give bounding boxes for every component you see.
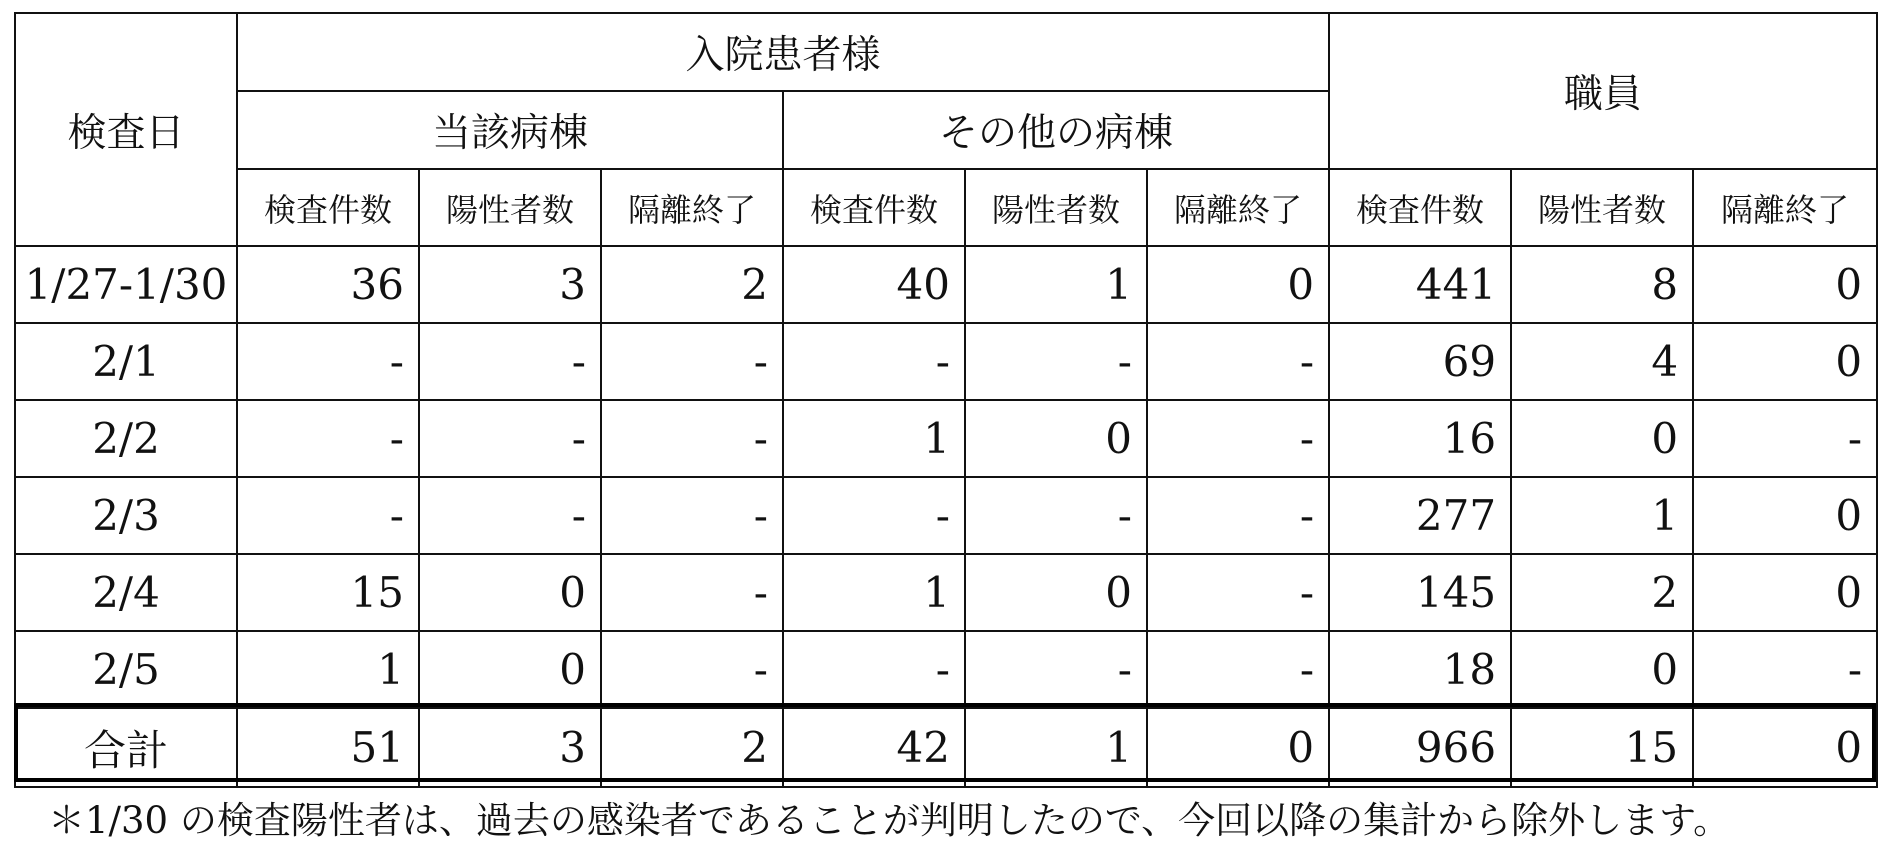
total-value: 966 xyxy=(1329,708,1511,787)
col-header-released: 隔離終了 xyxy=(1147,169,1329,246)
row-date: 1/27-1/30 xyxy=(15,246,237,323)
total-row xyxy=(15,708,1877,787)
cell-value: - xyxy=(1147,554,1329,631)
header-date: 検査日 xyxy=(15,13,237,246)
cell-value: - xyxy=(1693,631,1877,708)
cell-value: - xyxy=(601,477,783,554)
cell-value: 69 xyxy=(1329,323,1511,400)
cell-value: - xyxy=(1693,400,1877,477)
header-ward-other: その他の病棟 xyxy=(783,91,1329,169)
cell-value: - xyxy=(601,631,783,708)
cell-value: 0 xyxy=(1693,477,1877,554)
cell-value: 0 xyxy=(965,400,1147,477)
row-date: 2/2 xyxy=(15,400,237,477)
total-value: 2 xyxy=(601,708,783,787)
cell-value: - xyxy=(783,323,965,400)
col-header-positive: 陽性者数 xyxy=(419,169,601,246)
table-row xyxy=(15,554,1877,631)
total-value: 51 xyxy=(237,708,419,787)
cell-value: 1 xyxy=(237,631,419,708)
header-ward-this: 当該病棟 xyxy=(237,91,783,169)
cell-value: 18 xyxy=(1329,631,1511,708)
col-header-released: 隔離終了 xyxy=(601,169,783,246)
col-header-tests: 検査件数 xyxy=(783,169,965,246)
cell-value: 0 xyxy=(1147,246,1329,323)
table-row xyxy=(15,246,1877,323)
cell-value: - xyxy=(419,400,601,477)
cell-value: - xyxy=(601,323,783,400)
row-date: 2/5 xyxy=(15,631,237,708)
cell-value: - xyxy=(1147,400,1329,477)
cell-value: 15 xyxy=(237,554,419,631)
cell-value: - xyxy=(601,400,783,477)
cell-value: - xyxy=(783,631,965,708)
cell-value: - xyxy=(237,400,419,477)
col-header-tests: 検査件数 xyxy=(1329,169,1511,246)
cell-value: - xyxy=(1147,631,1329,708)
cell-value: - xyxy=(965,323,1147,400)
total-value: 0 xyxy=(1693,708,1877,787)
table-row xyxy=(15,400,1877,477)
header-inpatients: 入院患者様 xyxy=(237,13,1329,91)
cell-value: 8 xyxy=(1511,246,1693,323)
cell-value: - xyxy=(1147,477,1329,554)
cell-value: 0 xyxy=(419,631,601,708)
col-header-tests: 検査件数 xyxy=(237,169,419,246)
cell-value: 0 xyxy=(1693,246,1877,323)
cell-value: 0 xyxy=(1693,554,1877,631)
cell-value: 0 xyxy=(1511,631,1693,708)
cell-value: 1 xyxy=(783,400,965,477)
total-value: 1 xyxy=(965,708,1147,787)
row-date: 2/1 xyxy=(15,323,237,400)
cell-value: 0 xyxy=(419,554,601,631)
cell-value: - xyxy=(601,554,783,631)
cell-value: 16 xyxy=(1329,400,1511,477)
cell-value: 36 xyxy=(237,246,419,323)
cell-value: 0 xyxy=(1511,400,1693,477)
total-label: 合計 xyxy=(15,708,237,787)
test-results-table-container xyxy=(14,12,1876,788)
cell-value: 145 xyxy=(1329,554,1511,631)
cell-value: - xyxy=(419,323,601,400)
cell-value: 441 xyxy=(1329,246,1511,323)
cell-value: 2 xyxy=(1511,554,1693,631)
total-value: 0 xyxy=(1147,708,1329,787)
cell-value: 40 xyxy=(783,246,965,323)
test-results-table xyxy=(14,12,1878,788)
cell-value: 4 xyxy=(1511,323,1693,400)
cell-value: - xyxy=(237,323,419,400)
cell-value: 1 xyxy=(965,246,1147,323)
col-header-positive: 陽性者数 xyxy=(1511,169,1693,246)
cell-value: - xyxy=(965,631,1147,708)
cell-value: - xyxy=(419,477,601,554)
cell-value: - xyxy=(1147,323,1329,400)
table-row xyxy=(15,631,1877,708)
cell-value: 1 xyxy=(783,554,965,631)
header-staff: 職員 xyxy=(1329,13,1877,169)
cell-value: - xyxy=(237,477,419,554)
row-date: 2/3 xyxy=(15,477,237,554)
cell-value: - xyxy=(965,477,1147,554)
cell-value: 3 xyxy=(419,246,601,323)
table-row xyxy=(15,323,1877,400)
col-header-positive: 陽性者数 xyxy=(965,169,1147,246)
total-value: 42 xyxy=(783,708,965,787)
table-row xyxy=(15,477,1877,554)
col-header-released: 隔離終了 xyxy=(1693,169,1877,246)
total-value: 15 xyxy=(1511,708,1693,787)
footnote: ＊1/30 の検査陽性者は、過去の感染者であることが判明したので、今回以降の集計から除外します。 xyxy=(48,799,1731,842)
cell-value: - xyxy=(783,477,965,554)
row-date: 2/4 xyxy=(15,554,237,631)
cell-value: 0 xyxy=(965,554,1147,631)
cell-value: 277 xyxy=(1329,477,1511,554)
cell-value: 2 xyxy=(601,246,783,323)
total-value: 3 xyxy=(419,708,601,787)
cell-value: 0 xyxy=(1693,323,1877,400)
cell-value: 1 xyxy=(1511,477,1693,554)
